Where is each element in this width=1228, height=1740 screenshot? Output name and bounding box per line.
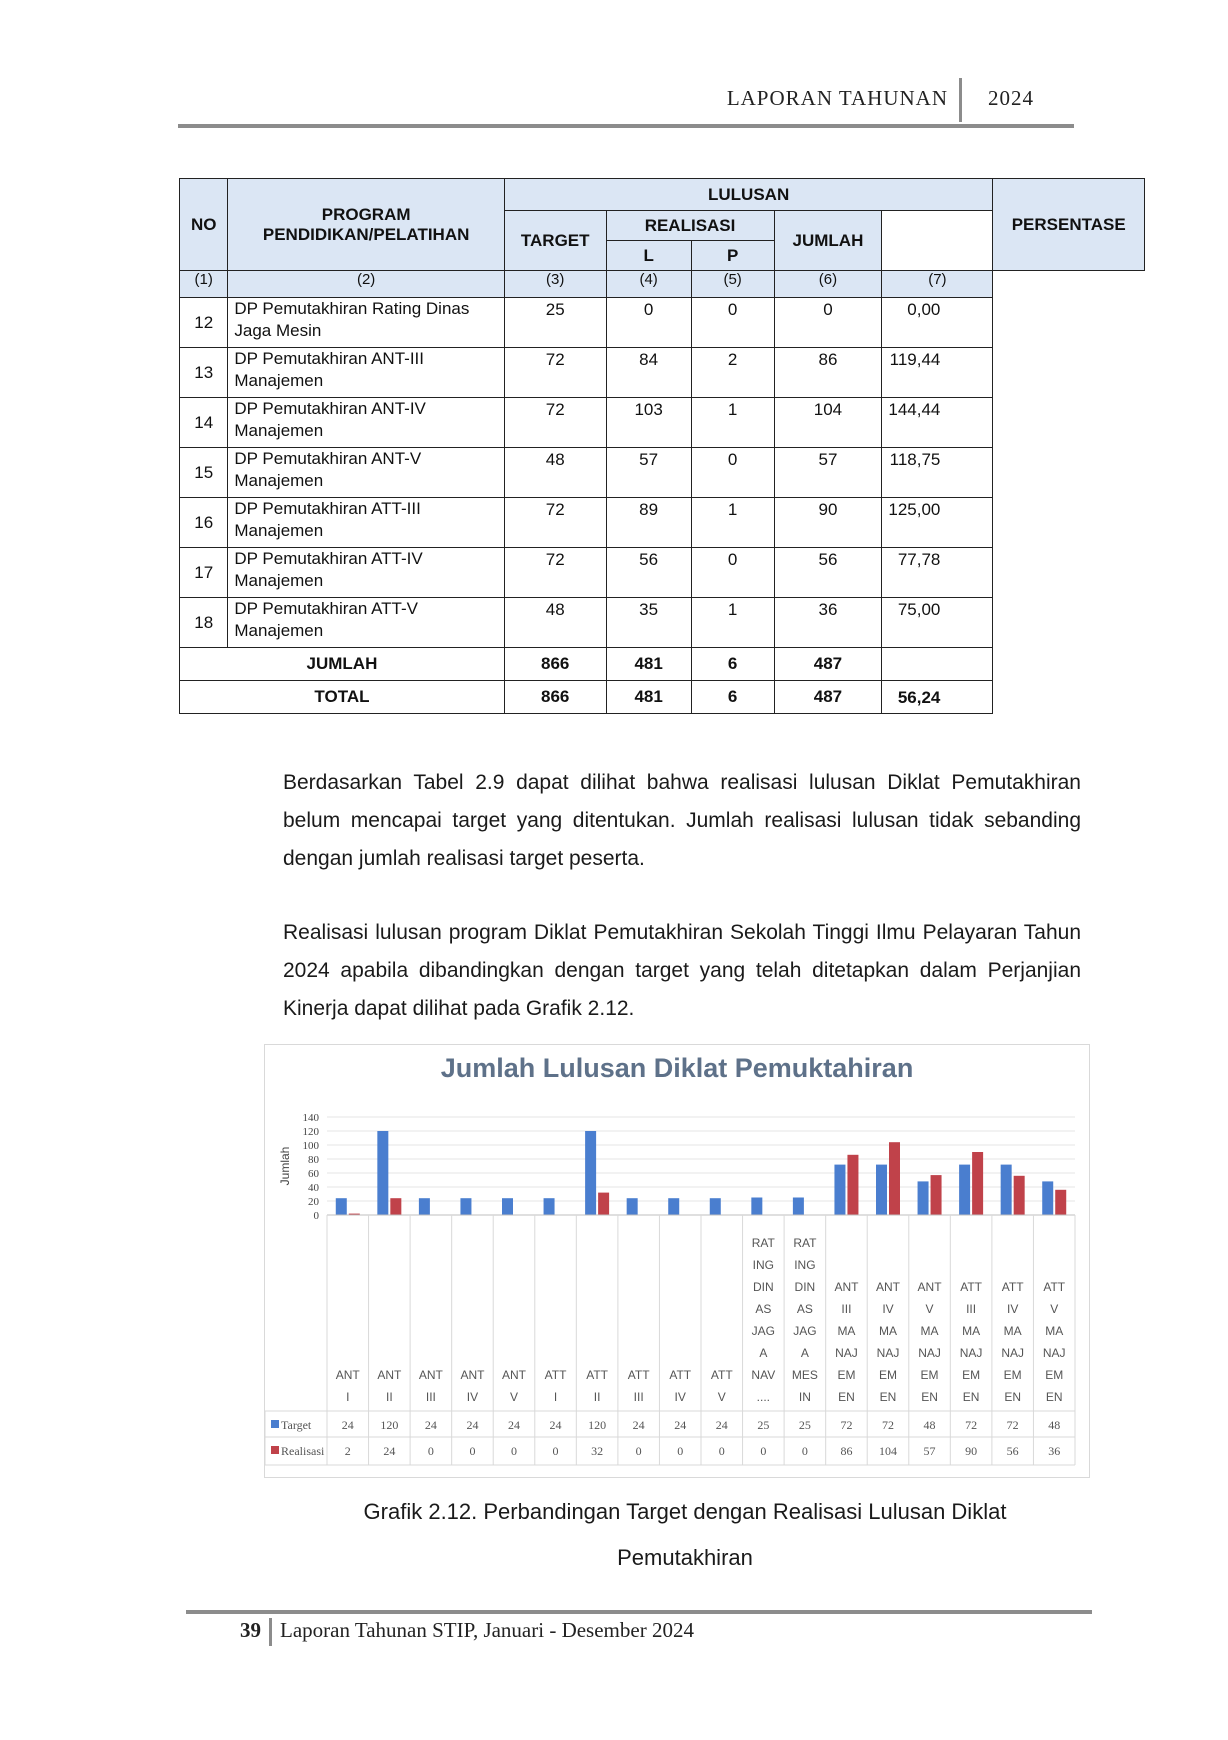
total-row-label: TOTAL (180, 681, 505, 714)
x-tick-label: ATT (1001, 1280, 1024, 1294)
legend-label: Target (281, 1418, 312, 1432)
data-label-target: 24 (424, 1418, 437, 1432)
paragraph-2: Realisasi lulusan program Diklat Pemutakhiran Sekolah Tinggi Ilmu Pelayaran Tahun 2024 apabila dibandingkan dengan target yang telah ditetapkan dalam Perjanjian Kinerja dapat dilihat pada Grafik 2.12. (283, 921, 1081, 1020)
data-label-realisasi: 36 (1048, 1444, 1061, 1458)
page-footer (240, 1618, 694, 1646)
header-title: LAPORAN TAHUNAN (726, 86, 948, 110)
persentase-value: 75,00 (882, 598, 993, 648)
jumlah-value: 90 (774, 498, 882, 548)
column-number: (2) (228, 271, 504, 298)
jumlah-row-jumlah: 487 (774, 648, 882, 681)
realisasi-p-value: 0 (691, 298, 774, 348)
x-tick-label: ANT (335, 1368, 360, 1382)
target-value: 72 (504, 398, 606, 448)
table-row (180, 398, 1145, 448)
bar-realisasi (598, 1193, 609, 1215)
x-tick-label: EN (921, 1390, 938, 1404)
data-label-realisasi: 24 (383, 1444, 396, 1458)
x-tick-label: III (425, 1390, 436, 1404)
col-target-header: TARGET (504, 211, 606, 271)
jumlah-value: 57 (774, 448, 882, 498)
realisasi-l-value: 103 (606, 398, 691, 448)
row-number: 14 (180, 398, 228, 448)
data-label-realisasi: 0 (718, 1444, 725, 1458)
persentase-value: 119,44 (882, 348, 993, 398)
total-row-jumlah: 487 (774, 681, 882, 714)
program-name: DP Pemutakhiran ATT-III Manajemen (228, 498, 504, 548)
total-row-persentase: 56,24 (882, 681, 993, 714)
data-label-target: 24 (674, 1418, 687, 1432)
x-tick-label: DIN (752, 1280, 774, 1294)
program-name: DP Pemutakhiran Rating Dinas Jaga Mesin (228, 298, 504, 348)
x-tick-label: AS (755, 1302, 772, 1316)
data-label-realisasi: 0 (760, 1444, 767, 1458)
data-label-target: 24 (466, 1418, 479, 1432)
row-number: 12 (180, 298, 228, 348)
x-tick-label: ATT (710, 1368, 733, 1382)
footer-rule (186, 1610, 1092, 1614)
col-lulusan-header: LULUSAN (504, 179, 993, 211)
bar-target (918, 1181, 929, 1215)
data-label-realisasi: 56 (1006, 1444, 1019, 1458)
x-tick-label: ATT (960, 1280, 983, 1294)
column-number: (3) (504, 271, 606, 298)
total-row-l: 481 (606, 681, 691, 714)
bar-realisasi (889, 1142, 900, 1215)
jumlah-row-l: 481 (606, 648, 691, 681)
x-tick-label: MA (837, 1324, 856, 1338)
program-name: DP Pemutakhiran ANT-V Manajemen (228, 448, 504, 498)
x-tick-label: IV (882, 1302, 894, 1316)
jumlah-row-persentase (882, 648, 993, 681)
table-row (180, 298, 1145, 348)
bar-realisasi (931, 1175, 942, 1215)
total-row-p: 6 (691, 681, 774, 714)
persentase-value: 125,00 (882, 498, 993, 548)
data-label-target: 48 (1048, 1418, 1061, 1432)
bar-target (585, 1131, 596, 1215)
y-tick-label: 60 (308, 1168, 319, 1180)
legend-swatch-target (271, 1420, 279, 1428)
data-label-realisasi: 0 (677, 1444, 684, 1458)
x-tick-label: III (633, 1390, 644, 1404)
realisasi-l-value: 89 (606, 498, 691, 548)
data-label-target: 72 (840, 1418, 853, 1432)
data-label-target: 120 (380, 1418, 399, 1432)
y-tick-label: 0 (313, 1210, 319, 1222)
data-label-target: 24 (549, 1418, 562, 1432)
bar-target (377, 1131, 388, 1215)
x-tick-label: ANT (834, 1280, 859, 1294)
col-program-header: PROGRAM PENDIDIKAN/PELATIHAN (228, 179, 504, 271)
x-tick-label: MA (879, 1324, 897, 1338)
table-row (180, 548, 1145, 598)
table-row (180, 448, 1145, 498)
footer-separator (269, 1618, 272, 1646)
jumlah-row (180, 648, 1145, 681)
header-year: 2024 (988, 86, 1034, 110)
x-tick-label: RAT (751, 1236, 775, 1250)
data-label-target: 120 (588, 1418, 607, 1432)
jumlah-value: 36 (774, 598, 882, 648)
data-label-target: 24 (632, 1418, 645, 1432)
realisasi-p-value: 2 (691, 348, 774, 398)
data-label-target: 25 (757, 1418, 770, 1432)
program-name: DP Pemutakhiran ATT-V Manajemen (228, 598, 504, 648)
x-tick-label: MA (1003, 1324, 1022, 1338)
bar-target (502, 1198, 513, 1215)
x-tick-label: EN (838, 1390, 855, 1404)
target-value: 48 (504, 448, 606, 498)
x-tick-label: EM (879, 1368, 897, 1382)
data-label-target: 25 (798, 1418, 811, 1432)
column-number: (6) (774, 271, 882, 298)
bar-target (668, 1198, 679, 1215)
data-label-target: 72 (965, 1418, 978, 1432)
y-tick-label: 40 (308, 1182, 319, 1194)
column-number: (4) (606, 271, 691, 298)
footer-text: Laporan Tahunan STIP, Januari - Desember 2024 (280, 1618, 694, 1642)
x-tick-label: NAJ (835, 1346, 858, 1360)
x-tick-label: MA (1045, 1324, 1064, 1338)
table-row (180, 498, 1145, 548)
x-tick-label: III (841, 1302, 852, 1316)
x-tick-label: ANT (460, 1368, 485, 1382)
target-value: 72 (504, 348, 606, 398)
x-tick-label: IV (466, 1390, 479, 1404)
x-tick-label: IN (798, 1390, 811, 1404)
x-tick-label: ANT (502, 1368, 526, 1382)
column-number: (1) (180, 271, 228, 298)
x-tick-label: NAJ (876, 1346, 900, 1360)
x-tick-label: EM (1003, 1368, 1022, 1382)
realisasi-l-value: 57 (606, 448, 691, 498)
y-axis-label: Jumlah (278, 1146, 292, 1186)
x-tick-label: I (553, 1390, 558, 1404)
target-value: 72 (504, 548, 606, 598)
x-tick-label: MES (791, 1368, 818, 1382)
table-row (180, 348, 1145, 398)
x-tick-label: NAV (751, 1368, 776, 1382)
row-number: 18 (180, 598, 228, 648)
data-label-target: 24 (715, 1418, 728, 1432)
jumlah-value: 104 (774, 398, 882, 448)
data-label-target: 24 (341, 1418, 354, 1432)
bar-target (834, 1165, 845, 1215)
realisasi-p-value: 1 (691, 598, 774, 648)
x-tick-label: JAG (793, 1324, 817, 1338)
jumlah-value: 56 (774, 548, 882, 598)
legend-swatch-realisasi (271, 1446, 279, 1454)
x-tick-label: ATT (544, 1368, 567, 1382)
col-l-header: L (606, 241, 691, 271)
bar-target (876, 1165, 887, 1215)
y-tick-label: 120 (302, 1126, 319, 1138)
program-name: DP Pemutakhiran ANT-IV Manajemen (228, 398, 504, 448)
realisasi-p-value: 1 (691, 398, 774, 448)
total-row-target: 866 (504, 681, 606, 714)
bar-realisasi (1055, 1190, 1066, 1215)
data-label-realisasi: 0 (635, 1444, 642, 1458)
x-tick-label: RAT (793, 1236, 817, 1250)
bar-target (793, 1198, 804, 1216)
realisasi-l-value: 84 (606, 348, 691, 398)
bar-target (544, 1198, 555, 1215)
bar-target (1042, 1181, 1053, 1215)
x-tick-label: III (966, 1302, 977, 1316)
chart-container (264, 1044, 1090, 1478)
total-row (180, 681, 1145, 714)
row-number: 15 (180, 448, 228, 498)
target-value: 48 (504, 598, 606, 648)
persentase-value: 144,44 (882, 398, 993, 448)
bar-realisasi (1014, 1176, 1025, 1215)
col-jumlah-header: JUMLAH (774, 211, 882, 271)
x-tick-label: ANT (418, 1368, 443, 1382)
persentase-value: 0,00 (882, 298, 993, 348)
data-label-target: 24 (508, 1418, 520, 1432)
jumlah-row-p: 6 (691, 648, 774, 681)
bar-realisasi (847, 1155, 858, 1215)
data-label-target: 72 (882, 1418, 894, 1432)
realisasi-p-value: 1 (691, 498, 774, 548)
x-tick-label: ANT (876, 1280, 900, 1294)
row-number: 17 (180, 548, 228, 598)
data-label-target: 48 (923, 1418, 936, 1432)
bar-target (460, 1198, 471, 1215)
row-number: 16 (180, 498, 228, 548)
y-tick-label: 80 (308, 1154, 319, 1166)
program-name: DP Pemutakhiran ANT-III Manajemen (228, 348, 504, 398)
bar-target (710, 1198, 721, 1215)
bar-target (336, 1198, 347, 1215)
data-label-realisasi: 104 (879, 1444, 897, 1458)
x-tick-label: EN (879, 1390, 897, 1404)
bar-chart (265, 1045, 1089, 1477)
data-label-realisasi: 0 (469, 1444, 476, 1458)
x-tick-label: NAJ (1042, 1346, 1066, 1360)
row-number: 13 (180, 348, 228, 398)
x-tick-label: EN (1004, 1390, 1022, 1404)
col-persentase-header: PERSENTASE (993, 179, 1145, 271)
persentase-value: 77,78 (882, 548, 993, 598)
x-tick-label: EN (962, 1390, 980, 1404)
paragraph-1: Berdasarkan Tabel 2.9 dapat dilihat bahwa realisasi lulusan Diklat Pemutakhiran belum mencapai target yang ditentukan. Jumlah realisasi lulusan tidak sebanding dengan jumlah realisasi target peserta. (283, 771, 1081, 870)
realisasi-l-value: 35 (606, 598, 691, 648)
realisasi-l-value: 56 (606, 548, 691, 598)
x-tick-label: MA (920, 1324, 939, 1338)
jumlah-row-target: 866 (504, 648, 606, 681)
data-label-realisasi: 32 (591, 1444, 604, 1458)
y-tick-label: 100 (302, 1140, 319, 1152)
x-tick-label: .... (756, 1390, 771, 1404)
bar-target (751, 1198, 762, 1216)
column-number: (5) (691, 271, 774, 298)
bar-target (419, 1198, 430, 1215)
header-separator (959, 78, 962, 122)
x-tick-label: ATT (627, 1368, 650, 1382)
target-value: 25 (504, 298, 606, 348)
col-no-header: NO (180, 179, 228, 271)
data-label-target: 72 (1006, 1418, 1019, 1432)
x-tick-label: AS (796, 1302, 813, 1316)
x-tick-label: NAJ (918, 1346, 941, 1360)
x-tick-label: II (593, 1390, 601, 1404)
x-tick-label: JAG (751, 1324, 776, 1338)
x-tick-label: MA (962, 1324, 981, 1338)
bar-target (627, 1198, 638, 1215)
chart-caption-line-2: Pemutakhiran (617, 1545, 753, 1570)
column-number-row (180, 271, 1145, 298)
chart-caption-line-1: Grafik 2.12. Perbandingan Target dengan Realisasi Lulusan Diklat (363, 1499, 1007, 1524)
x-tick-label: A (759, 1346, 768, 1360)
x-tick-label: ING (794, 1258, 816, 1272)
x-tick-label: A (800, 1346, 809, 1360)
x-tick-label: ATT (1043, 1280, 1066, 1294)
x-tick-label: ATT (669, 1368, 692, 1382)
data-label-realisasi: 0 (801, 1444, 808, 1458)
x-tick-label: IV (1006, 1302, 1019, 1316)
jumlah-row-label: JUMLAH (180, 648, 505, 681)
bar-target (959, 1165, 970, 1215)
y-tick-label: 20 (308, 1196, 319, 1208)
x-tick-label: V (925, 1302, 934, 1316)
program-name: DP Pemutakhiran ATT-IV Manajemen (228, 548, 504, 598)
x-tick-label: ANT (377, 1368, 402, 1382)
data-label-realisasi: 0 (427, 1444, 434, 1458)
bar-realisasi (390, 1198, 401, 1215)
data-label-realisasi: 2 (344, 1444, 351, 1458)
x-tick-label: EN (1045, 1390, 1063, 1404)
x-tick-label: NAJ (959, 1346, 983, 1360)
col-p-header: P (691, 241, 774, 271)
realisasi-l-value: 0 (606, 298, 691, 348)
x-tick-label: V (509, 1390, 519, 1404)
x-tick-label: ING (752, 1258, 775, 1272)
data-label-realisasi: 57 (923, 1444, 936, 1458)
table-row (180, 598, 1145, 648)
graduates-table (179, 178, 1145, 714)
x-tick-label: ATT (586, 1368, 609, 1382)
x-tick-label: V (1050, 1302, 1059, 1316)
jumlah-value: 0 (774, 298, 882, 348)
x-tick-label: V (717, 1390, 726, 1404)
data-label-realisasi: 0 (511, 1444, 517, 1458)
x-tick-label: II (385, 1390, 393, 1404)
x-tick-label: NAJ (1001, 1346, 1025, 1360)
column-number: (7) (882, 271, 993, 298)
x-tick-label: ANT (917, 1280, 942, 1294)
realisasi-p-value: 0 (691, 548, 774, 598)
jumlah-value: 86 (774, 348, 882, 398)
chart-title: Jumlah Lulusan Diklat Pemuktahiran (440, 1053, 914, 1083)
data-label-realisasi: 0 (552, 1444, 559, 1458)
x-tick-label: IV (674, 1390, 686, 1404)
x-tick-label: I (346, 1390, 350, 1404)
persentase-value: 118,75 (882, 448, 993, 498)
realisasi-p-value: 0 (691, 448, 774, 498)
page-header (178, 78, 1074, 128)
data-label-realisasi: 90 (965, 1444, 978, 1458)
bar-target (1001, 1165, 1012, 1215)
target-value: 72 (504, 498, 606, 548)
col-realisasi-header: REALISASI (606, 211, 774, 241)
x-tick-label: DIN (794, 1280, 816, 1294)
y-tick-label: 140 (302, 1112, 319, 1124)
bar-realisasi (972, 1152, 983, 1215)
x-tick-label: EM (1045, 1368, 1064, 1382)
x-tick-label: EM (962, 1368, 981, 1382)
data-label-realisasi: 86 (840, 1444, 853, 1458)
page-number: 39 (240, 1618, 261, 1642)
x-tick-label: EM (920, 1368, 939, 1382)
x-tick-label: EM (837, 1368, 856, 1382)
legend-label: Realisasi (281, 1444, 325, 1458)
